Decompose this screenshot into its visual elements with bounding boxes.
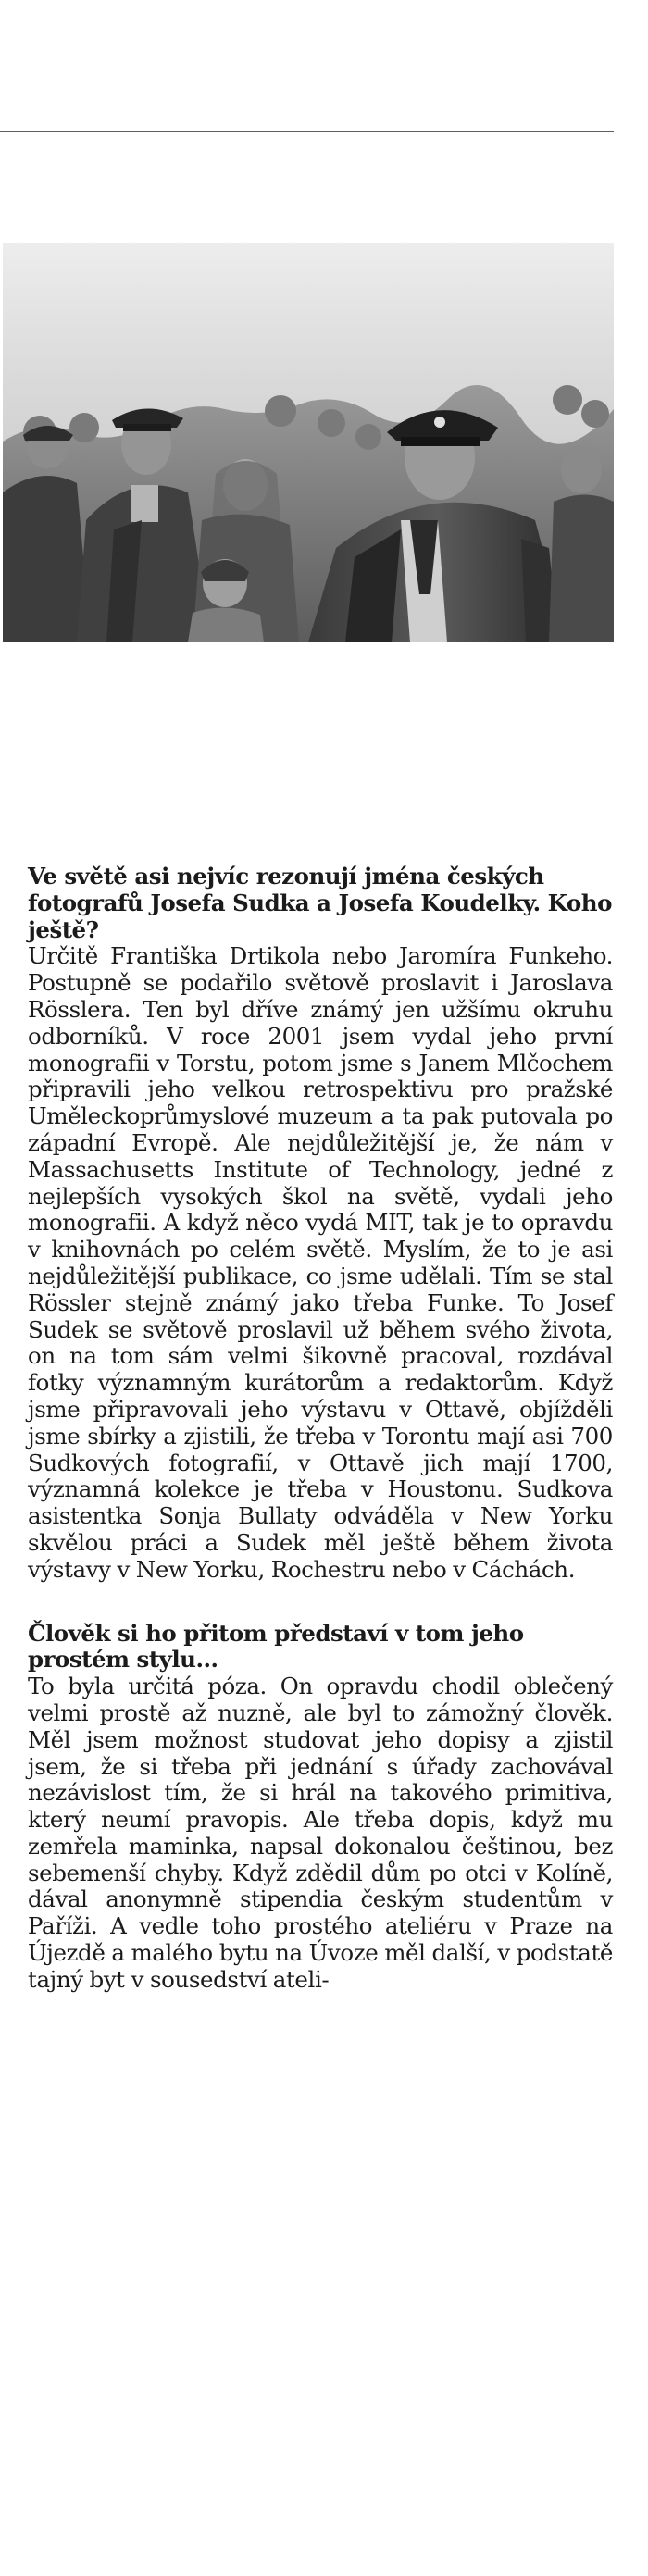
interview-question: Ve světě asi nejvíc rezonují jména českých fotografů Josefa Sudka a Josefa Koudelky. Koho ještě? — [28, 863, 612, 943]
article-body — [28, 864, 613, 1994]
article-photo — [3, 243, 614, 642]
interview-question: Člověk si ho přitom představí v tom jeho prostém stylu… — [28, 1619, 524, 1674]
interview-answer: Určitě Františka Drtikola nebo Jaromíra Funkeho. Postupně se podařilo světově proslavit i Jaroslava Rösslera. Ten byl dříve známý jen užšímu okruhu odborníků. V roce 2001 jsem vydal jeho první monografii v Torstu, potom jsme s Janem Mlčochem připravili jeho velkou retrospektivu pro pražské Uměleckoprůmyslové muzeum a ta pak putovala po západní Evropě. Ale nejdůležitější je, že nám v Massachusetts Institute of Technology, jedné z nejlepších vysokých škol na světě, vydali jeho monografii. A když něco vydá MIT, tak je to opravdu v knihovnách po celém světě. Myslím, že to je asi nejdůležitější publikace, co jsme udělali. Tím se stal Rössler stejně známý jako třeba Funke. To Josef Sudek se světově proslavil už během svého života, on na tom sám velmi šikovně pracoval, rozdával fotky významným kurátorům a redaktorům. Když jsme připravovali jeho výstavu v Ottavě, objížděli jsme sbírky a zjistili, že třeba v Torontu mají asi 700 Sudkových fotografií, v Ottavě jich mají 1700, významná kolekce je třeba v Houstonu. Sudkova asistentka Sonja Bullaty odváděla v New Yorku skvělou práci a Sudek měl ještě během života výstavy v New Yorku, Rochestru nebo v Cáchách. — [28, 942, 613, 1583]
top-rule — [0, 131, 614, 132]
interview-answer: To byla určitá póza. On opravdu chodil oblečený velmi prostě až nuzně, ale byl to zámožný člověk. Měl jsem možnost studovat jeho dopisy a zjistil jsem, že si třeba při jednání s úřady zachovával nezávislost tím, že si hrál na takového primitiva, který neumí pravopis. Ale třeba dopis, když mu zemřela maminka, napsal dokonalou češtinou, bez sebemenší chyby. Když zdědil dům po otci v Kolíně, dával anonymně stipendia českým studentům v Paříži. A vedle toho prostého ateliéru v Praze na Újezdě a malého bytu na Úvoze měl další, v podstatě tajný byt v sousedství ateli- — [28, 1673, 613, 1993]
